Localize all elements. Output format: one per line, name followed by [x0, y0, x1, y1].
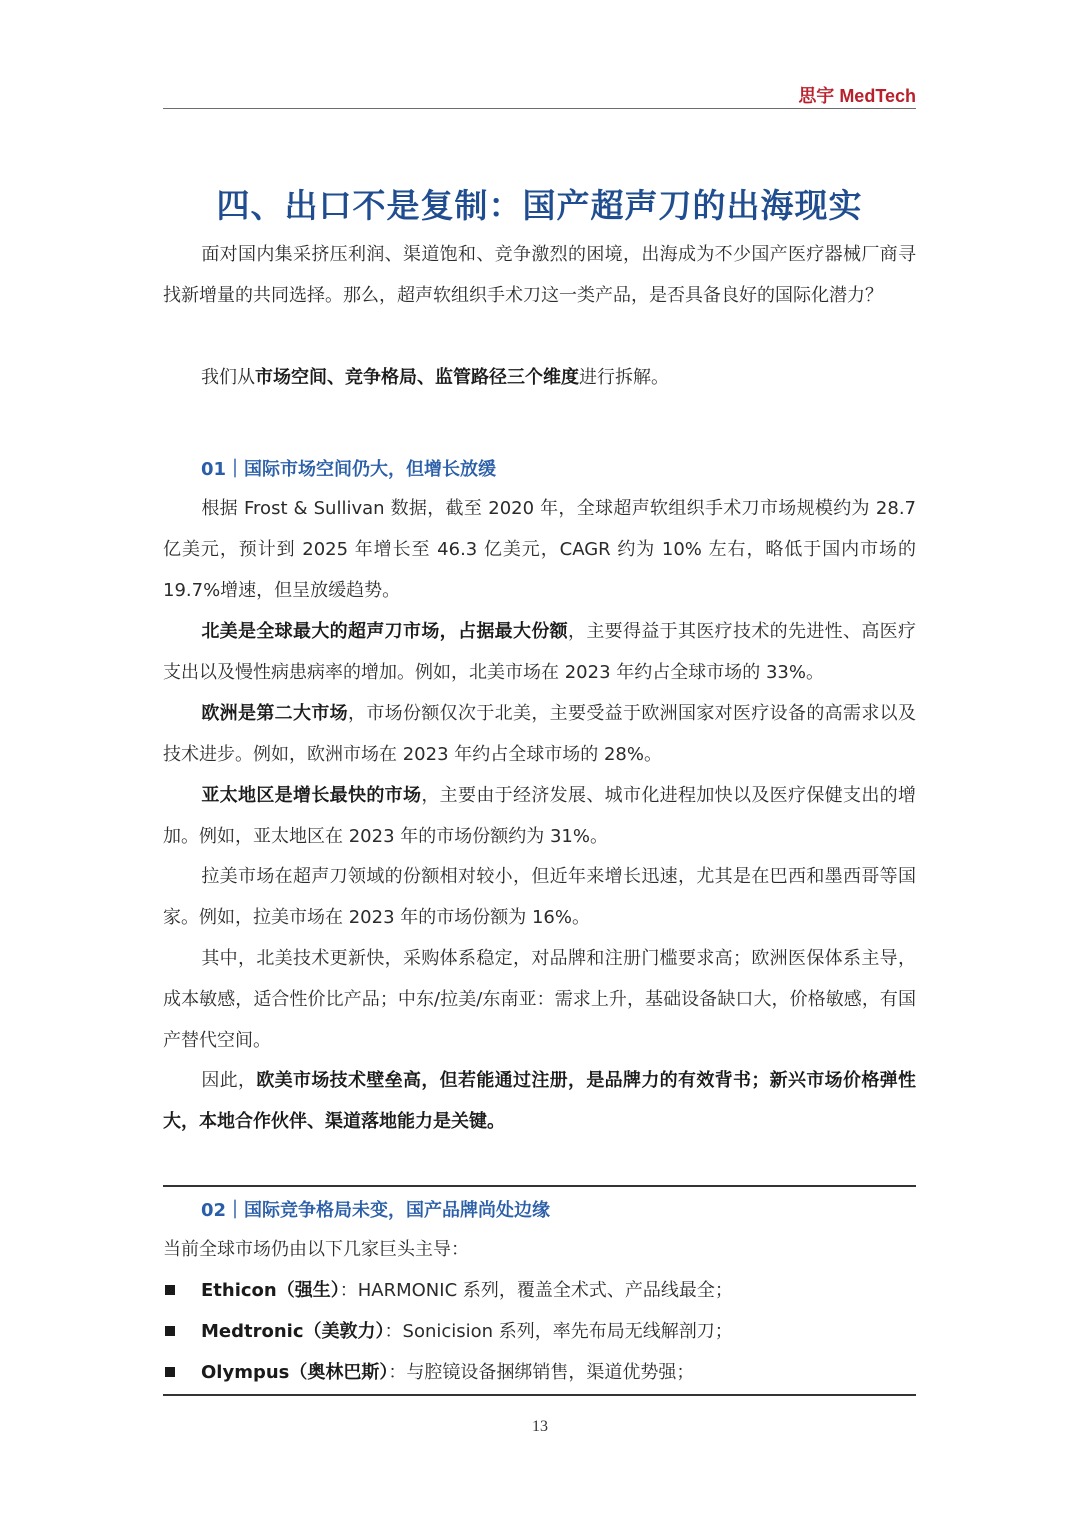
- section-1-paragraph-1: [163, 488, 916, 611]
- square-bullet-icon: [165, 1326, 175, 1336]
- section-2-heading: 02｜国际竞争格局未变，国产品牌尚处边缘: [201, 1200, 551, 1221]
- s1-p5-text: 拉美市场在超声刀领域的份额相对较小，但近年来增长迅速，尤其是在巴西和墨西哥等国家。例如，拉美市场在 2023 年的市场份额为 16%。: [163, 866, 916, 928]
- page-title: 四、出口不是复制：国产超声刀的出海现实: [216, 186, 863, 225]
- section-1-paragraph-conclusion: [163, 1060, 916, 1142]
- section-2-top-rule: [163, 1185, 916, 1187]
- section-2-bottom-rule: [163, 1394, 916, 1396]
- company-name: Medtronic（美敦力）: [201, 1321, 385, 1342]
- intro-p2-pre: 我们从: [201, 367, 255, 388]
- square-bullet-icon: [165, 1367, 175, 1377]
- section-1-paragraph-asia-pacific: [163, 775, 916, 857]
- s1-p2-rest: ，主要得益于其医疗技术的先进性、高医疗支出以及慢性病患病率的增加。例如，北美市场在 2023 年约占全球市场的 33%。: [163, 621, 916, 683]
- company-description: ：HARMONIC 系列，覆盖全术式、产品线最全；: [339, 1280, 733, 1301]
- s2-lead-text: 当前全球市场仍由以下几家巨头主导：: [163, 1239, 469, 1260]
- list-item-text: [201, 1270, 733, 1311]
- s1-p4-rest: ，主要由于经济发展、城市化进程加快以及医疗保健支出的增加。例如，亚太地区在 2023 年的市场份额约为 31%。: [163, 785, 917, 847]
- brand-logo-text: 思宇 MedTech: [798, 86, 916, 106]
- s1-p3-rest: ，市场份额仅次于北美，主要受益于欧洲国家对医疗设备的高需求以及技术进步。例如，欧洲市场在 2023 年约占全球市场的 28%。: [163, 703, 916, 765]
- company-name: Ethicon（强生）: [201, 1280, 340, 1301]
- section-1-paragraph-europe: [163, 693, 916, 775]
- s1-p2-bold: 北美是全球最大的超声刀市场，占据最大份额: [201, 621, 568, 642]
- section-1-paragraph-regional-summary: [163, 938, 916, 1061]
- intro-paragraph-2: [163, 357, 916, 398]
- intro-paragraph-1: [163, 234, 916, 316]
- s1-p4-bold: 亚太地区是增长最快的市场: [201, 785, 422, 806]
- section-2-lead: [163, 1229, 916, 1270]
- company-description: ：与腔镜设备捆绑销售，渠道优势强；: [388, 1362, 695, 1383]
- s1-p1-text: 根据 Frost & Sullivan 数据，截至 2020 年，全球超声软组织手术刀市场规模约为 28.7 亿美元，预计到 2025 年增长至 46.3 亿美元，CAGR 约为 10% 左右，略低于国内市场的 19.7%增速，但呈放缓趋势。: [163, 498, 916, 601]
- section-1-paragraph-latin-america: [163, 856, 916, 938]
- list-item: [163, 1352, 916, 1393]
- company-description: ：Sonicision 系列，率先布局无线解剖刀；: [384, 1321, 733, 1342]
- s1-p6-text: 其中，北美技术更新快，采购体系稳定，对品牌和注册门槛要求高；欧洲医保体系主导，成本敏感，适合性价比产品；中东/拉美/东南亚：需求上升，基础设备缺口大，价格敏感，有国产替代空间。: [163, 948, 916, 1051]
- page-number: 13: [532, 1418, 548, 1435]
- s1-p3-bold: 欧洲是第二大市场: [201, 703, 348, 724]
- intro-p2-bold: 市场空间、竞争格局、监管路径三个维度: [255, 367, 579, 388]
- list-item: [163, 1270, 916, 1311]
- s1-p7-pre: 因此，: [201, 1070, 257, 1091]
- s1-p7-bold: 欧美市场技术壁垒高，但若能通过注册，是品牌力的有效背书；新兴市场价格弹性大，本地合作伙伴、渠道落地能力是关键。: [163, 1070, 917, 1132]
- square-bullet-icon: [165, 1285, 175, 1295]
- intro-paragraph-1-text: 面对国内集采挤压利润、渠道饱和、竞争激烈的困境，出海成为不少国产医疗器械厂商寻找新增量的共同选择。那么，超声软组织手术刀这一类产品，是否具备良好的国际化潜力？: [163, 244, 916, 306]
- section-1-paragraph-north-america: [163, 611, 916, 693]
- list-item: [163, 1311, 916, 1352]
- intro-p2-post: 进行拆解。: [579, 367, 669, 388]
- list-item-text: [201, 1311, 733, 1352]
- list-item-text: [201, 1352, 694, 1393]
- header-divider: [163, 108, 916, 109]
- section-1-heading: 01｜国际市场空间仍大，但增长放缓: [201, 459, 497, 480]
- company-name: Olympus（奥林巴斯）: [201, 1362, 389, 1383]
